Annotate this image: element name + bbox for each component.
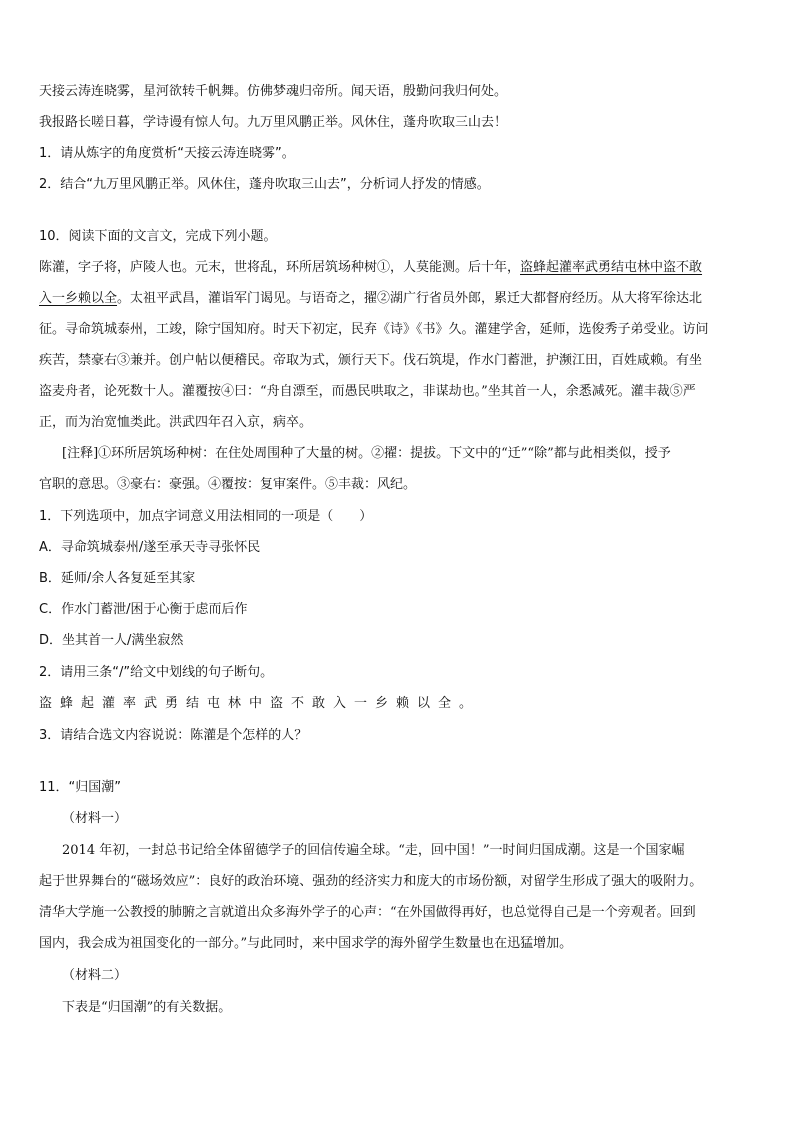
material-2-label: （材料二） [62, 968, 128, 983]
sentence-to-punctuate: 盗蜂起灌率武勇结屯林中盗不敢入一乡赖以全。 [39, 696, 481, 711]
sub-question-3: 3．请结合选文内容说说：陈灌是个怎样的人？ [39, 728, 308, 743]
passage-text: 陈灌，字子将，庐陵人也。元末，世将乱，环所居筑场种树①，人莫能测。后十年， [39, 260, 521, 275]
poem-question-1: 1．请从炼字的角度赏析“天接云涛连晓雾”。 [39, 146, 295, 161]
material-1-label: （材料一） [62, 811, 128, 826]
passage-line-1 [39, 258, 756, 278]
material-1-line-4: 国内，我会成为祖国变化的一部分。”与此同时，来中国求学的海外留学生数量也在迅猛增加。 [39, 936, 573, 951]
passage-line-6: 正，而为治宽恤类此。洪武四年召入京，病卒。 [39, 415, 313, 430]
material-1-line-3: 清华大学施一公教授的肺腑之言就道出众多海外学子的心声：“在外国做得再好，也总觉得自己是一个旁观者。回到 [39, 905, 696, 920]
annotation-line-2: 官职的意思。③豪右：豪强。④覆按：复审案件。⑤丰裁：风纪。 [39, 477, 417, 492]
poem-line-2: 我报路长嗟日暮，学诗谩有惊人句。九万里风鹏正举。风休住，蓬舟吹取三山去！ [39, 115, 508, 130]
underlined-sentence-part-2: 入一乡赖以全 [39, 291, 118, 306]
poem-question-2: 2．结合“九万里风鹏正举。风休住，蓬舟吹取三山去”，分析词人抒发的情感。 [39, 177, 490, 192]
underlined-sentence-part-1: 盗蜂起灌率武勇结屯林中盗不敢 [520, 260, 703, 275]
option-a: A．寻命筑城泰州/遂至承天寺寻张怀民 [39, 540, 261, 555]
question-10-header: 10．阅读下面的文言文，完成下列小题。 [39, 229, 277, 244]
passage-text: 。太祖平武昌，灌诣军门谒见。与语奇之，擢②湖广行省员外郎，累迁大都督府经历。从大将军徐达北 [117, 291, 703, 306]
material-2-line-1: 下表是“归国潮”的有关数据。 [62, 1000, 232, 1015]
passage-line-5: 盗麦舟者，论死数十人。灌覆按④曰：“舟自漂至，而愚民哄取之，非谋劫也。”坐其首一人，余悉减死。灌丰裁⑤严 [39, 384, 696, 399]
option-b: B．延师/余人各复延至其家 [39, 571, 196, 586]
passage-line-4: 疾苦，禁豪右③兼并。创户帖以便稽民。帝取为式，颁行天下。伐石筑堤，作水门蓄泄，护濒江田，百姓咸赖。有坐 [39, 353, 703, 368]
annotation-line-1: [注释]①环所居筑场种树：在住处周围种了大量的树。②擢：提拔。下文中的“迁”“除”都与此相类似，授予 [62, 446, 671, 461]
option-c: C．作水门蓄泄/困于心衡于虑而后作 [39, 602, 248, 617]
passage-line-2 [39, 289, 756, 309]
material-1-line-1: 2014 年初，一封总书记给全体留德学子的回信传遍全球。“走，回中国！”一时间归国成潮。这是一个国家崛 [62, 843, 685, 858]
question-11-header: 11．“归国潮” [39, 780, 122, 795]
passage-line-3: 征。寻命筑城泰州，工竣，除宁国知府。时天下初定，民弃《诗》《书》久。灌建学舍，延师，选俊秀子弟受业。访问 [39, 322, 709, 337]
sub-question-2: 2．请用三条“/”给文中划线的句子断句。 [39, 665, 274, 680]
material-1-line-2: 起于世界舞台的“磁场效应”：良好的政治环境、强劲的经济实力和庞大的市场份额，对留学生形成了强大的吸附力。 [39, 874, 703, 889]
sub-question-1: 1．下列选项中，加点字词意义用法相同的一项是（ ） [39, 509, 373, 524]
option-d: D．坐其首一人/满坐寂然 [39, 633, 184, 648]
poem-line-1: 天接云涛连晓雾，星河欲转千帆舞。仿佛梦魂归帝所。闻天语，殷勤问我归何处。 [39, 84, 508, 99]
